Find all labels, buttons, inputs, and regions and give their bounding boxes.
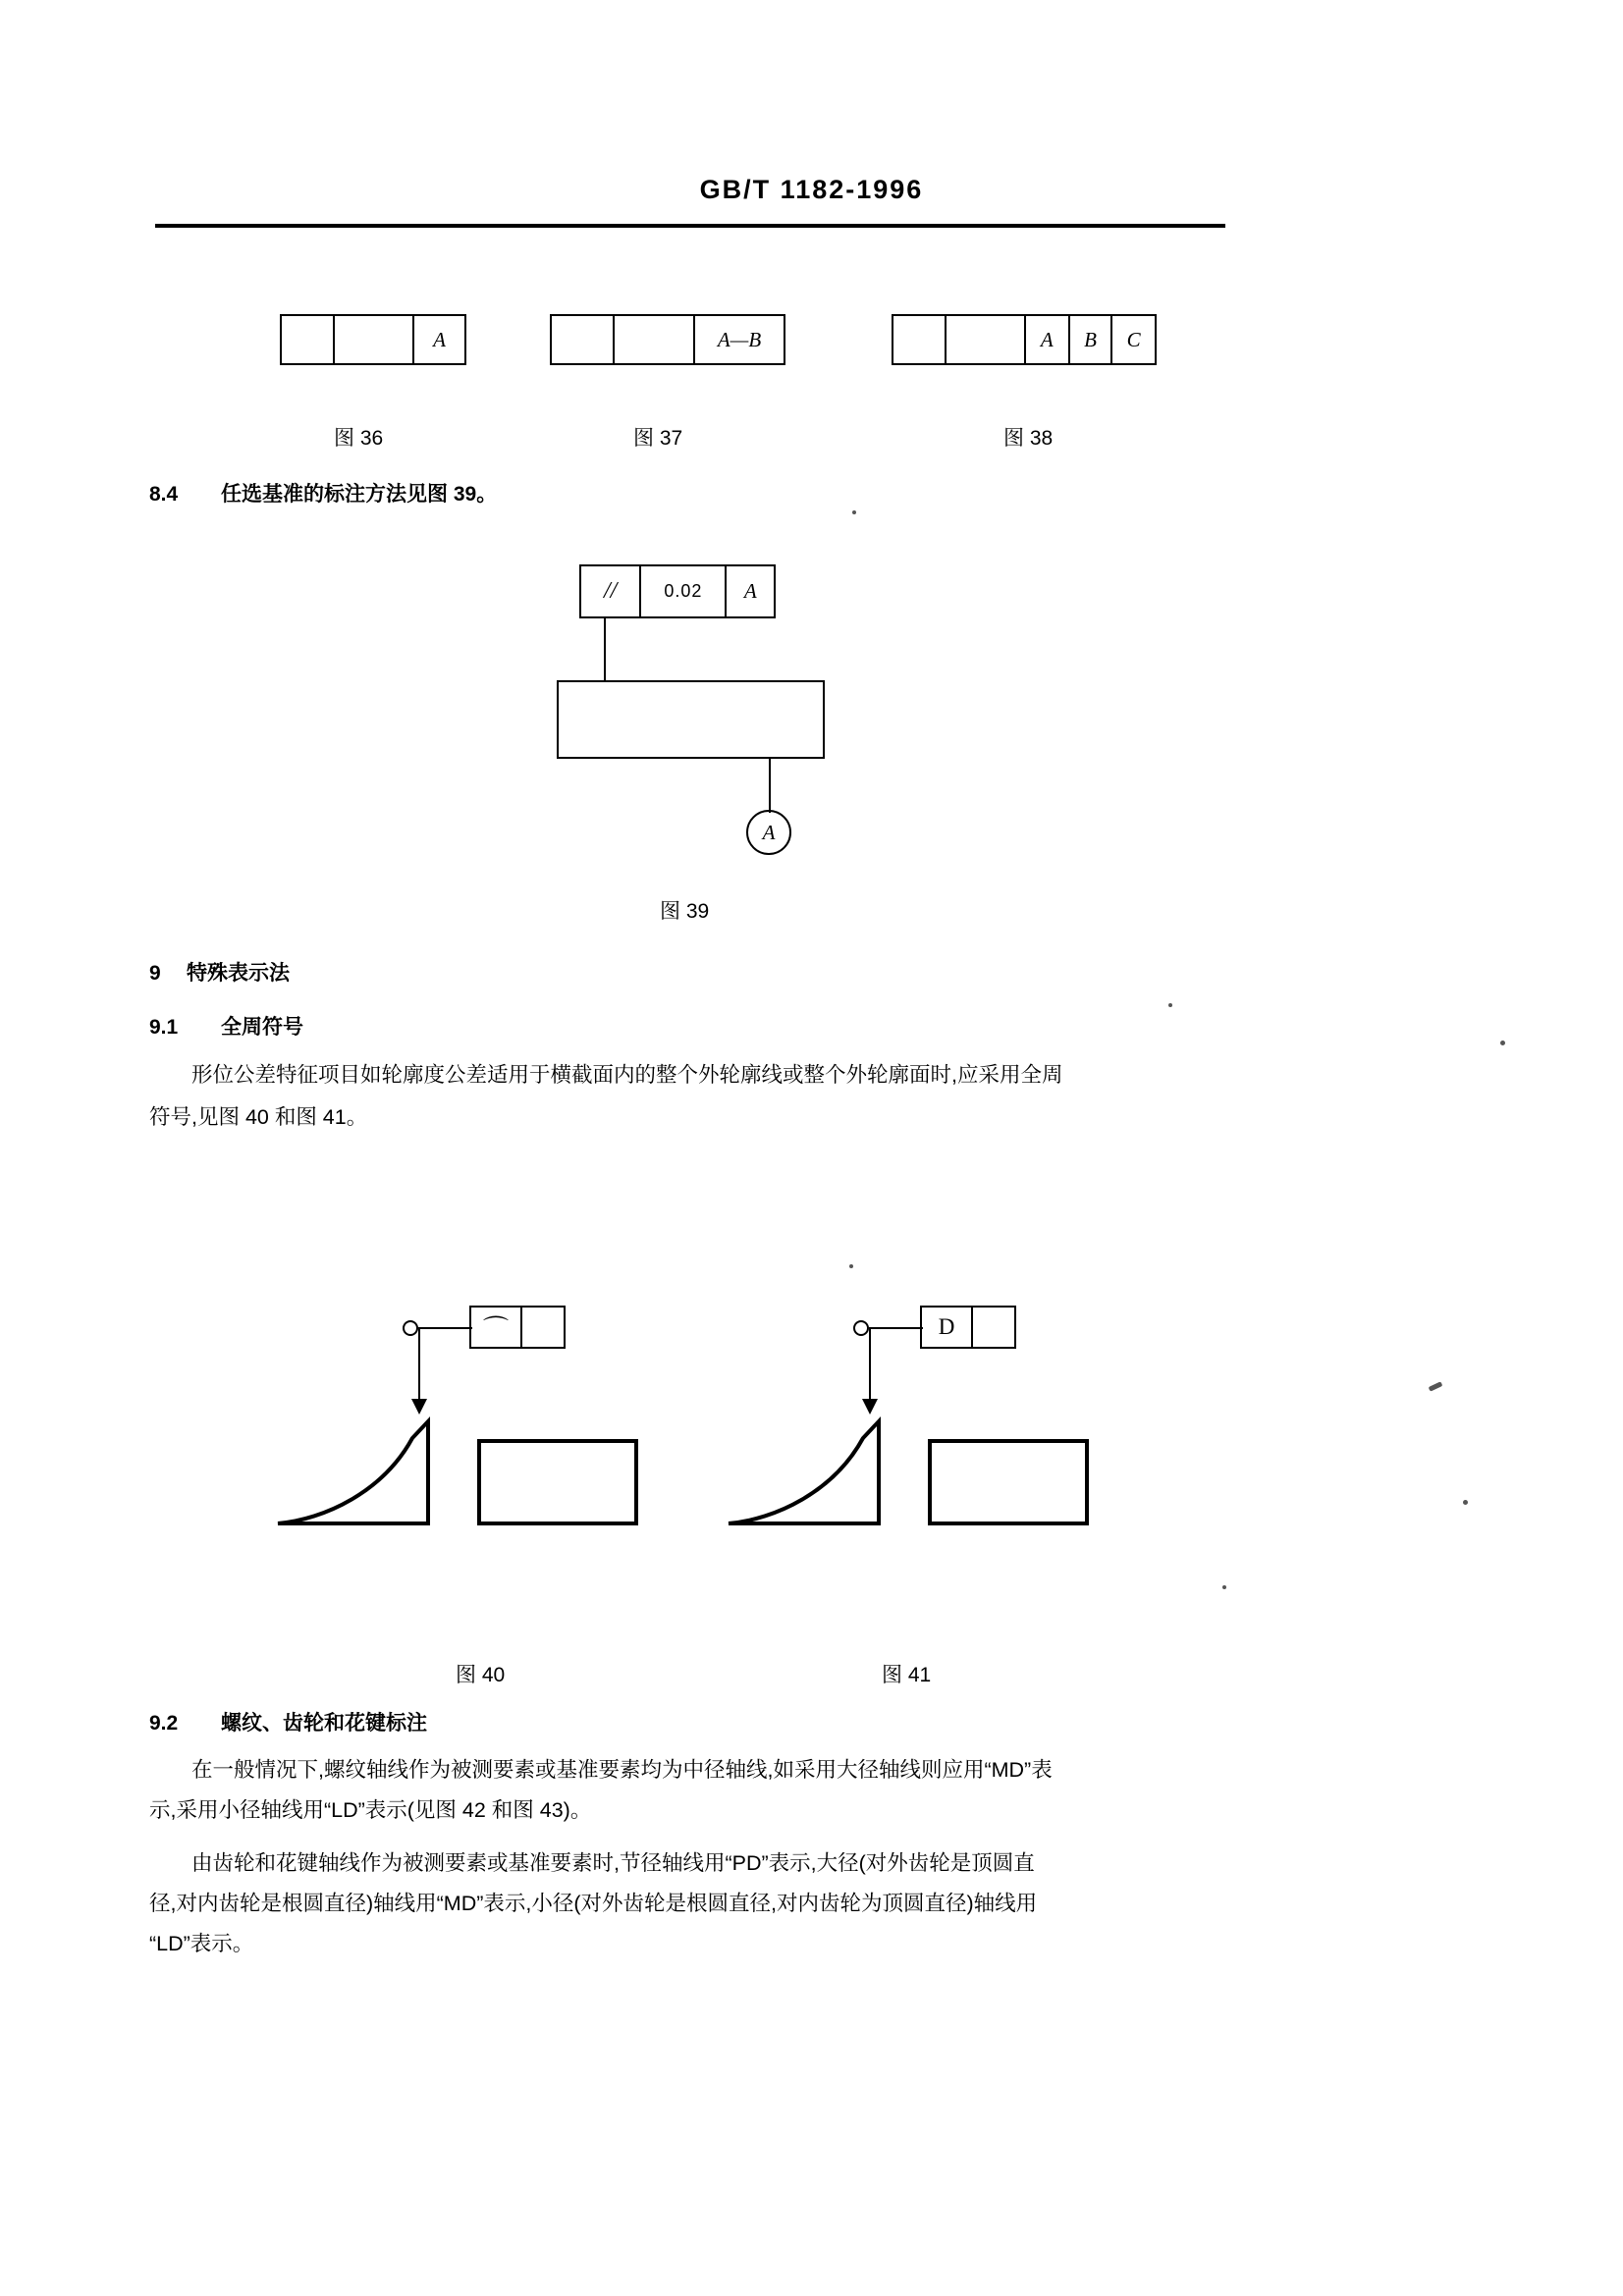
- figure-38-frame: [892, 314, 1157, 365]
- figure-40-symbol-profile-line: ⌒: [471, 1308, 522, 1347]
- page-header-title: GB/T 1182-1996: [699, 175, 924, 204]
- section-9-2-paragraph-1-line-1: 在一般情况下,螺纹轴线作为被测要素或基准要素均为中径轴线,如采用大径轴线则应用“MD”表: [191, 1758, 1053, 1782]
- figure-41-cell-2: [973, 1308, 1014, 1347]
- scan-speck-4: [849, 1264, 853, 1268]
- figure-37-cell-3: A—B: [717, 327, 762, 351]
- scan-speck-2: [1168, 1003, 1172, 1007]
- section-9-1-paragraph-line-2: 符号,见图 40 和图 41。: [149, 1105, 368, 1129]
- figure-41-frame: [920, 1306, 1016, 1349]
- figure-38-cell-5: C: [1126, 327, 1141, 351]
- figure-41-caption: 图 41: [882, 1664, 932, 1686]
- figure-40-all-around-symbol: [403, 1320, 418, 1336]
- figure-41-symbol-profile-surface: D: [922, 1308, 973, 1347]
- header-divider: [155, 224, 1225, 228]
- figure-37-cell-1: [552, 316, 615, 363]
- figure-39-datum-letter: A: [743, 579, 757, 603]
- figure-36-cell-3: A: [433, 327, 446, 351]
- figure-39-frame: [579, 564, 776, 618]
- figure-37-caption: 图 37: [633, 427, 683, 450]
- figure-40-curved-part: [278, 1421, 428, 1523]
- section-9-1-paragraph-line-1: 形位公差特征项目如轮廓度公差适用于横截面内的整个外轮廓线或整个外轮廓面时,应采用全周: [191, 1063, 1063, 1087]
- figure-36-cell-2: [335, 316, 414, 363]
- figure-38-cell-4: B: [1070, 316, 1113, 363]
- section-9-2-paragraph-1-line-2: 示,采用小径轴线用“LD”表示(见图 42 和图 43)。: [149, 1798, 592, 1822]
- figure-39-part-rectangle: [557, 680, 825, 759]
- scan-speck-7: [1222, 1585, 1226, 1589]
- figure-39-datum-connector: [769, 759, 771, 813]
- figure-39-symbol-parallelism: //: [581, 566, 641, 616]
- figure-41-leader-horizontal: [869, 1327, 923, 1329]
- section-9-title: 特殊表示法: [187, 962, 290, 985]
- figure-41-all-around-symbol: [853, 1320, 869, 1336]
- figure-38-cell-3: A: [1026, 316, 1070, 363]
- figure-36-frame: [280, 314, 466, 365]
- figure-41-curved-part: [729, 1421, 879, 1523]
- figure-41-arrowhead: [862, 1399, 878, 1415]
- figure-39-leader-vertical: [604, 618, 606, 682]
- figure-40-rect-part: [479, 1441, 636, 1523]
- figure-39-optional-datum-circle: A: [746, 810, 791, 855]
- section-9-1-number: 9.1: [149, 1016, 179, 1039]
- figure-37-frame: [550, 314, 785, 365]
- section-9-number: 9: [149, 962, 161, 985]
- scan-speck-3: [1500, 1041, 1505, 1045]
- scan-speck-6: [1463, 1500, 1468, 1505]
- figure-39-caption: 图 39: [660, 900, 710, 923]
- scan-speck-1: [852, 510, 856, 514]
- section-9-1-title: 全周符号: [221, 1016, 303, 1039]
- section-9-2-number: 9.2: [149, 1712, 179, 1735]
- figure-36-cell-1: [282, 316, 335, 363]
- figure-39-tolerance-value: 0.02: [641, 566, 727, 616]
- figure-41-leader-vertical: [869, 1327, 871, 1406]
- figure-38-caption: 图 38: [1003, 427, 1054, 450]
- section-9-2-paragraph-2-line-1: 由齿轮和花键轴线作为被测要素或基准要素时,节径轴线用“PD”表示,大径(对外齿轮是顶圆直: [191, 1851, 1035, 1875]
- figure-40-frame: [469, 1306, 566, 1349]
- section-8-4-text: 任选基准的标注方法见图 39。: [221, 483, 498, 506]
- section-9-2-paragraph-2-line-2: 径,对内齿轮是根圆直径)轴线用“MD”表示,小径(对外齿轮是根圆直径,对内齿轮为顶圆直径)轴线用: [149, 1892, 1038, 1915]
- figure-38-cell-1: [893, 316, 947, 363]
- section-9-2-paragraph-2-line-3: “LD”表示。: [149, 1932, 254, 1955]
- scan-speck-5: [1429, 1381, 1443, 1391]
- figure-40-arrowhead: [411, 1399, 427, 1415]
- figure-40-leader-horizontal: [418, 1327, 472, 1329]
- figure-41-rect-part: [930, 1441, 1087, 1523]
- section-9-2-title: 螺纹、齿轮和花键标注: [221, 1712, 427, 1735]
- figure-37-cell-2: [615, 316, 695, 363]
- figure-40-leader-vertical: [418, 1327, 420, 1406]
- figure-38-cell-2: [947, 316, 1026, 363]
- figure-36-caption: 图 36: [334, 427, 384, 450]
- figure-40-caption: 图 40: [456, 1664, 506, 1686]
- section-8-4-number: 8.4: [149, 483, 179, 506]
- figure-40-cell-2: [522, 1308, 564, 1347]
